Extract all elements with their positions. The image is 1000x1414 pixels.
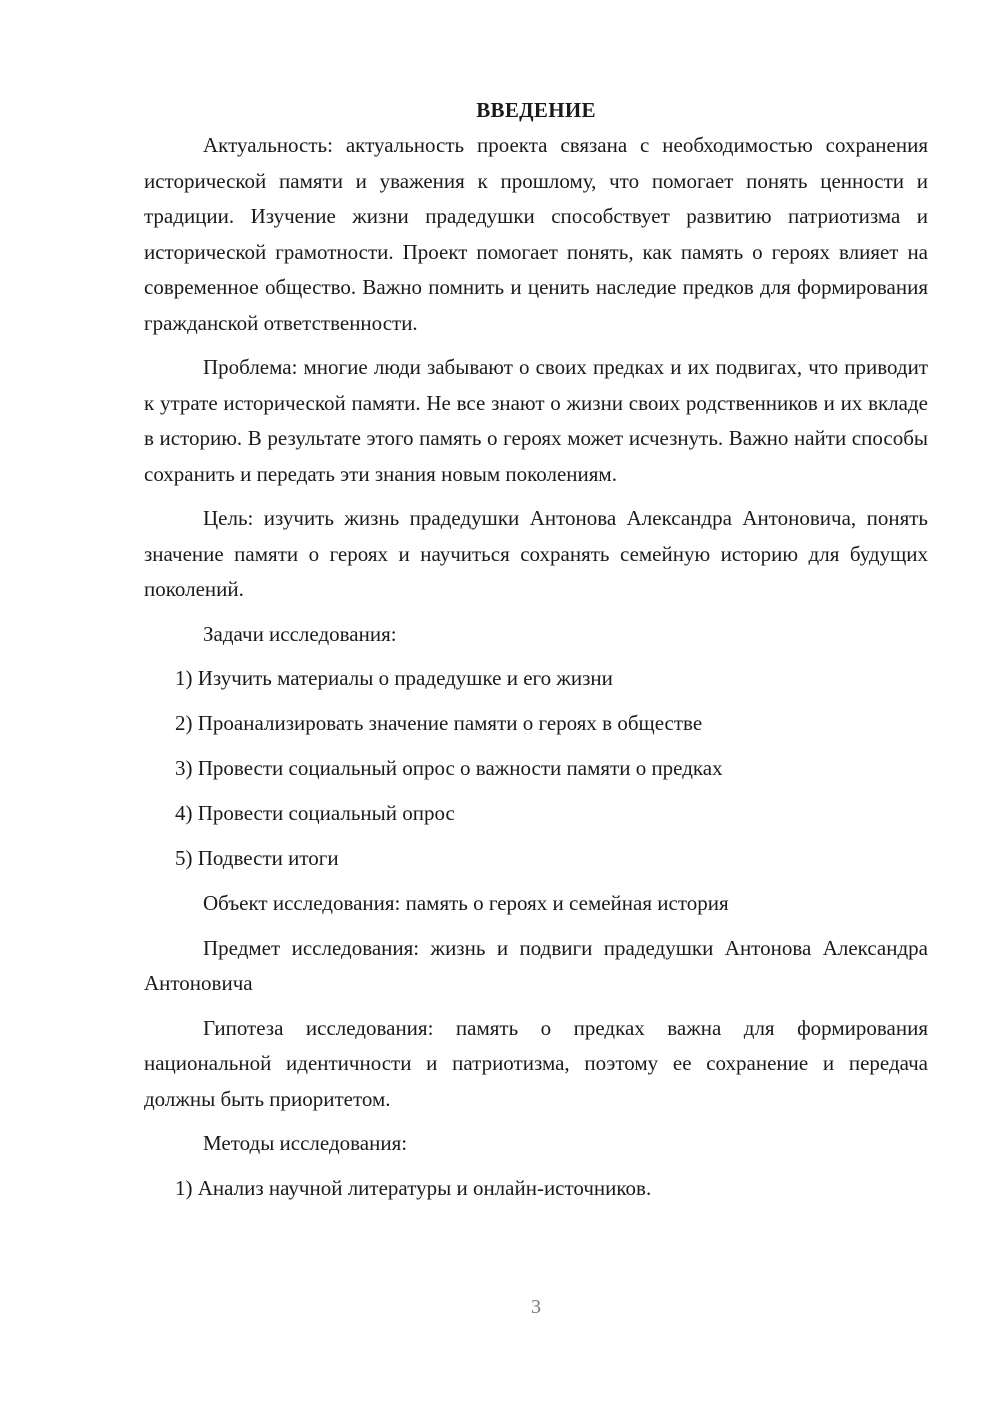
list-item: 2) Проанализировать значение памяти о героях в обществе [175,711,703,735]
hypothesis-paragraph: Гипотеза исследования: память о предках важна для формирования национальной идентичности и патриотизма, поэтому ее сохранение и передача должны быть приоритетом. [144,1015,928,1111]
relevance-paragraph: Актуальность: актуальность проекта связана с необходимостью сохранения исторической памяти и уважения к прошлому, что помогает понять ценности и традиции. Изучение жизни прадедушки способствует развитию патриотизма и исторической грамотности. Проект помогает понять, как память о героях влияет на современное общество. Важно помнить и ценить наследие предков для формирования гражданской ответственности. [144,133,928,335]
tasks-list [144,661,928,877]
object-paragraph: Объект исследования: память о героях и семейная история [203,891,729,915]
list-item: 1) Анализ научной литературы и онлайн-источников. [175,1175,652,1200]
goal-paragraph: Цель: изучить жизнь прадедушки Антонова Александра Антоновича, понять значение памяти о героях и научиться сохранять семейную историю для будущих поколений. [144,506,928,601]
list-item: 1) Изучить материалы о прадедушке и его жизни [175,666,613,690]
section-title: ВВЕДЕНИЕ [476,98,596,122]
tasks-heading: Задачи исследования: [203,621,397,646]
list-item: 3) Провести социальный опрос о важности памяти о предках [175,756,723,780]
methods-heading: Методы исследования: [203,1131,408,1155]
page-number: 3 [531,1296,541,1318]
list-item: 4) Провести социальный опрос [175,801,455,825]
subject-paragraph: Предмет исследования: жизнь и подвиги прадедушки Антонова Александра Антоновича [144,935,928,995]
methods-list [144,1171,928,1207]
document-body [144,92,928,1216]
list-item: 5) Подвести итоги [175,846,339,870]
problem-paragraph: Проблема: многие люди забывают о своих предках и их подвигах, что приводит к утрате исторической памяти. Не все знают о жизни своих родственников и их вкладе в историю. В результате этого память о героях может исчезнуть. Важно найти способы сохранить и передать эти знания новым поколениям. [144,355,928,486]
